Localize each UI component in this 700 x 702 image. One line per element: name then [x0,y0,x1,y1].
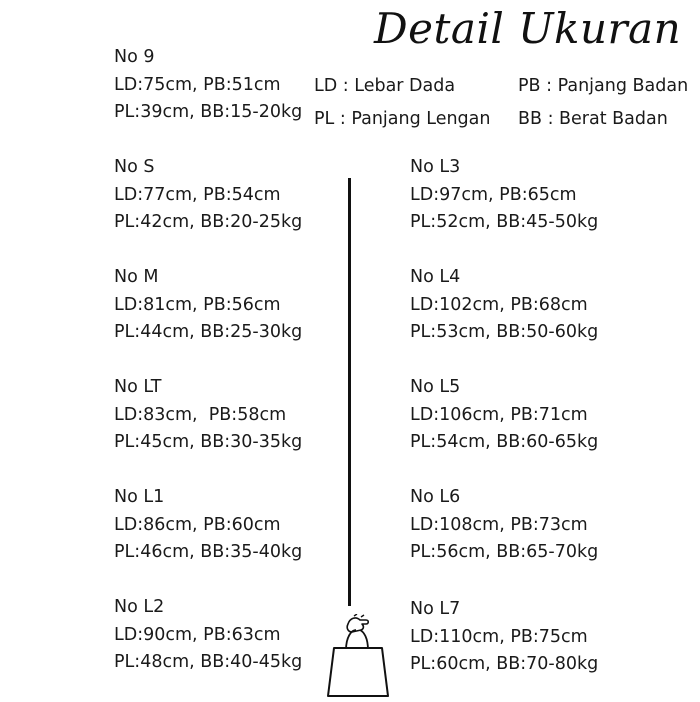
size-block-no-s [114,154,324,237]
size-block-no-l3 [410,154,620,237]
legend-pb: PB : Panjang Badan [518,76,689,96]
size-ld-pb: LD:90cm, PB:63cm [114,624,281,645]
size-ld-pb: LD:97cm, PB:65cm [410,184,577,205]
size-pl-bb: PL:46cm, BB:35-40kg [114,542,303,562]
legend-ld: LD : Lebar Dada [314,76,456,96]
size-ld-pb: LD:75cm, PB:51cm [114,74,281,95]
size-name: No L3 [410,157,461,177]
size-ld-pb: LD:110cm, PB:75cm [410,626,588,647]
legend-pl: PL : Panjang Lengan [314,109,491,129]
size-block-no-l5 [410,374,620,457]
size-ld-pb: LD:83cm, PB:58cm [114,404,287,425]
size-name: No L2 [114,597,165,617]
size-name: No L4 [410,267,461,287]
size-pl-bb: PL:56cm, BB:65-70kg [410,542,599,562]
size-name: No S [114,157,155,177]
size-pl-bb: PL:53cm, BB:50-60kg [410,322,599,342]
size-block-no-m [114,264,324,347]
size-pl-bb: PL:52cm, BB:45-50kg [410,212,599,232]
size-name: No LT [114,377,162,397]
legend-bb: BB : Berat Badan [518,109,668,129]
size-block-no-9 [114,44,324,127]
size-pl-bb: PL:48cm, BB:40-45kg [114,652,303,672]
size-pl-bb: PL:39cm, BB:15-20kg [114,102,303,122]
size-ld-pb: LD:102cm, PB:68cm [410,294,588,315]
size-ld-pb: LD:77cm, PB:54cm [114,184,281,205]
size-pl-bb: PL:54cm, BB:60-65kg [410,432,599,452]
size-name: No L1 [114,487,165,507]
size-name: No L6 [410,487,461,507]
size-block-no-lt [114,374,324,457]
shopping-bag-hand-icon [326,614,390,698]
size-name: No L5 [410,377,461,397]
size-ld-pb: LD:106cm, PB:71cm [410,404,588,425]
size-name: No M [114,267,159,287]
size-block-no-l2 [114,594,324,677]
size-pl-bb: PL:42cm, BB:20-25kg [114,212,303,232]
size-ld-pb: LD:108cm, PB:73cm [410,514,588,535]
size-block-no-l4 [410,264,620,347]
size-pl-bb: PL:45cm, BB:30-35kg [114,432,303,452]
size-block-no-l1 [114,484,324,567]
column-divider [348,178,351,606]
size-pl-bb: PL:60cm, BB:70-80kg [410,654,599,674]
size-pl-bb: PL:44cm, BB:25-30kg [114,322,303,342]
size-name: No 9 [114,47,155,67]
size-block-no-l7 [410,596,620,679]
page-title: Detail Ukuran [374,4,682,53]
size-ld-pb: LD:81cm, PB:56cm [114,294,281,315]
size-block-no-l6 [410,484,620,567]
size-name: No L7 [410,599,461,619]
size-ld-pb: LD:86cm, PB:60cm [114,514,281,535]
